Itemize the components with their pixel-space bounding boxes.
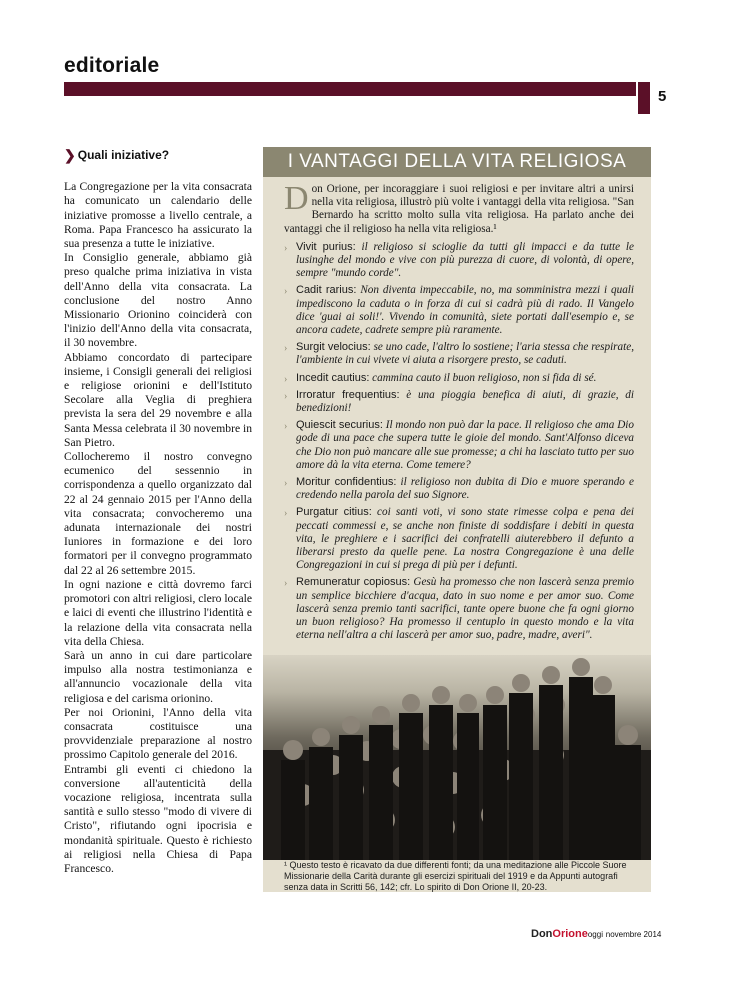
vantaggio-body: il religioso si scioglie da tutti gli impacci e da tutte le lusinghe del mondo e vive con più purezza di cuore, di volontà, di opere, sempre "mundo corde". [296, 240, 634, 280]
vantaggio-item [284, 241, 634, 281]
page-tab [638, 82, 650, 114]
brand-orione: Orione [552, 928, 588, 940]
paragraph: In Consiglio generale, abbiamo già preso qualche prima iniziativa in vista dell'Anno della vita consacrata. La conclusione del nostro Anno Missionario Orionino coinciderà con l'inizio dell'Anno della vita consacrata, il 30 novembre. [64, 251, 252, 350]
subheading-text: Quali iniziative? [77, 148, 170, 162]
paragraph: Abbiamo concordato di partecipare insieme, i Consigli generali dei religiosi e religiose orionini e dell'Istituto Secolare alla Veglia di preghiera prevista la sera del 29 novembre e alla Santa Messa celebrata il 30 novembre in San Pietro. [64, 350, 253, 449]
issue-date: novembre 2014 [605, 930, 662, 939]
paragraph: Per noi Orionini, l'Anno della vita consacrata costituisce una provvidenziale preparazione al nostro prossimo Capitolo generale del 2016. [64, 705, 252, 762]
paragraph: Entrambi gli eventi ci chiedono la conversione all'autenticità della vocazione religiosa, incentrata sulla santità e sullo stesso "modo di vivere di Cristo", rifiutando ogni ipocrisia e mondanità spirituale. Questo è richiesto ai religiosi nella Chiesa di Papa Francesco. [64, 762, 252, 875]
vantaggio-head: Moritur confidentius: [296, 476, 397, 489]
brand-oggi: oggi [587, 930, 603, 939]
box-intro-text: on Orione, per incoraggiare i suoi religiosi e per invitare altri a unirsi nella vita religiosa, illustrò più volte i vantaggi della vita religiosa. "San Bernardo ha scritto molto sulla vita religiosa. Ha parlato anche dei vantaggi che il religioso ha nella vita religiosa.¹ [284, 183, 634, 235]
paragraph: Collocheremo il nostro convegno ecumenico del sessennio in corrispondenza a quello organizzato dal 22 al 24 gennaio 2015 per l'Anno della vita consacrata; convocheremo una adunata internazionale dei nostri Iuniores in formazione e dei loro formatori per il convegno programmato dal 22 al 26 settembre 2015. [64, 450, 252, 577]
vantaggio-item [284, 419, 634, 472]
vantaggio-item [284, 476, 634, 502]
bullet-icon: › [284, 390, 288, 402]
vantaggio-body: se uno cade, l'altro lo sostiene; l'aria stessa che respirate, l'ambiente in cui vivete vi aiuta a risorgere presto, se caduti. [296, 341, 635, 367]
vantaggio-head: Purgatur citius: [296, 506, 372, 519]
vantaggio-head: Irroratur frequentius: [296, 388, 400, 401]
bullet-icon: › [284, 478, 288, 490]
left-column [64, 148, 252, 876]
vantaggio-item [284, 341, 634, 367]
bullet-icon: › [284, 421, 288, 433]
bullet-icon: › [284, 373, 288, 385]
vantaggio-body: Gesù ha promesso che non lascerà senza premio un semplice bicchiere d'acqua, dato in suo nome e per amor suo. Come lascerà senza premio tanti sacrifici, tante opere buone che fa ogni giorno un buon religioso? Ha promesso il centuplo in questo mondo e la vita eterna nell'altra a chi lascerà per amor suo, padre, madre, averi". [296, 576, 634, 642]
page-number: 5 [658, 88, 667, 105]
subheading [64, 148, 252, 162]
vantaggio-body: il religioso non dubita di Dio e muore sperando e credendo nella parola del suo Signore. [296, 476, 634, 502]
vantaggio-head: Remuneratur copiosus: [296, 576, 411, 589]
bullet-icon: › [284, 242, 288, 254]
paragraph: La Congregazione per la vita consacrata ha comunicato un calendario delle iniziative promosse a livello centrale, a Roma. Papa Francesco ha assicurato la sua presenza a tutte le iniziative. [64, 180, 252, 251]
bullet-icon: › [284, 508, 288, 520]
footnote: ¹ Questo testo è ricavato da due differenti fonti; da una meditazione alle Piccole Suore Missionarie della Carità durante gli esercizi spirituali del 1919 e da Appunti autografi senza data in Scritti 56, 142; cfr. Lo spirito di Don Orione II, 20-23. [284, 860, 627, 892]
vantaggio-item [284, 576, 634, 642]
vantaggio-body: coi santi voti, vi sono state rimesse colpa e pena dei peccati commessi e, se anche non finiste di soddisfare i debiti in questa vita, le preghiere e i sacrifici dei confratelli aiuterebbero il defunto a liberarsi presto da quelle pene. La nostra Congregazione è una delle Congregazioni in cui si prega di più per i defunti. [296, 506, 634, 572]
bullet-icon: › [284, 286, 288, 298]
vantaggio-body: Il mondo non può dar la pace. Il religioso che ama Dio gode di una pace che supera tutte le gioie del mondo. Sant'Alfonso diceva che Dio non può mancare alle sue promesse; a chi ha lasciato tutto per suo amore dà la vita eterna. Come temere? [296, 419, 634, 471]
vantaggio-head: Vivit purius: [296, 240, 356, 253]
paragraph: In ogni nazione e città dovremo farci promotori con altri religiosi, clero locale e laici di eventi che illustrino l'identità e la relazione della vita consacrata nella vita della Chiesa. [64, 577, 253, 648]
vantaggio-head: Cadit rarius: [296, 284, 357, 297]
drop-cap: D [284, 180, 309, 217]
header-rule [64, 82, 636, 96]
vantaggio-body: cammina cauto il buon religioso, non si fida di sé. [369, 371, 597, 384]
vantaggio-head: Incedit cautius: [296, 371, 370, 384]
arrow-right-icon: ❯ [64, 147, 76, 164]
group-photo-illustration [263, 655, 651, 860]
box-text [284, 180, 635, 647]
paragraph: Sarà un anno in cui dare particolare impulso alla nostra testimonianza e all'annuncio vocazionale della vita religiosa e del carisma orionino. [64, 648, 252, 705]
bullet-icon: › [284, 343, 288, 355]
vantaggio-item [284, 506, 634, 572]
brand-don: Don [531, 928, 553, 940]
vantaggio-head: Quiescit securius: [296, 419, 383, 432]
vantaggi-list [284, 241, 634, 643]
vantaggio-item [284, 389, 634, 415]
section-label: editoriale [64, 54, 160, 77]
vantaggio-head: Surgit velocius: [296, 341, 371, 354]
vantaggio-item [284, 284, 634, 337]
vantaggio-body: è una pioggia benefica di aiuti, di grazie, di benedizioni! [296, 388, 634, 415]
vantaggio-item [284, 372, 634, 385]
group-photo [263, 655, 651, 860]
vantaggio-body: Non diventa impeccabile, no, ma somministra mezzi i quali impediscono la caduta o in forza di cui si cadrà più di rado. Il Vangelo dice 'guai ai soli!'. Vivendo in comunità, siete portati dall'esempio e, se ancora cadete, cadrete sempre più raramente. [296, 284, 635, 337]
footer [531, 928, 661, 940]
box-intro [284, 180, 634, 236]
bullet-icon: › [284, 578, 288, 590]
box-title: I VANTAGGI DELLA VITA RELIGIOSA [263, 147, 651, 177]
